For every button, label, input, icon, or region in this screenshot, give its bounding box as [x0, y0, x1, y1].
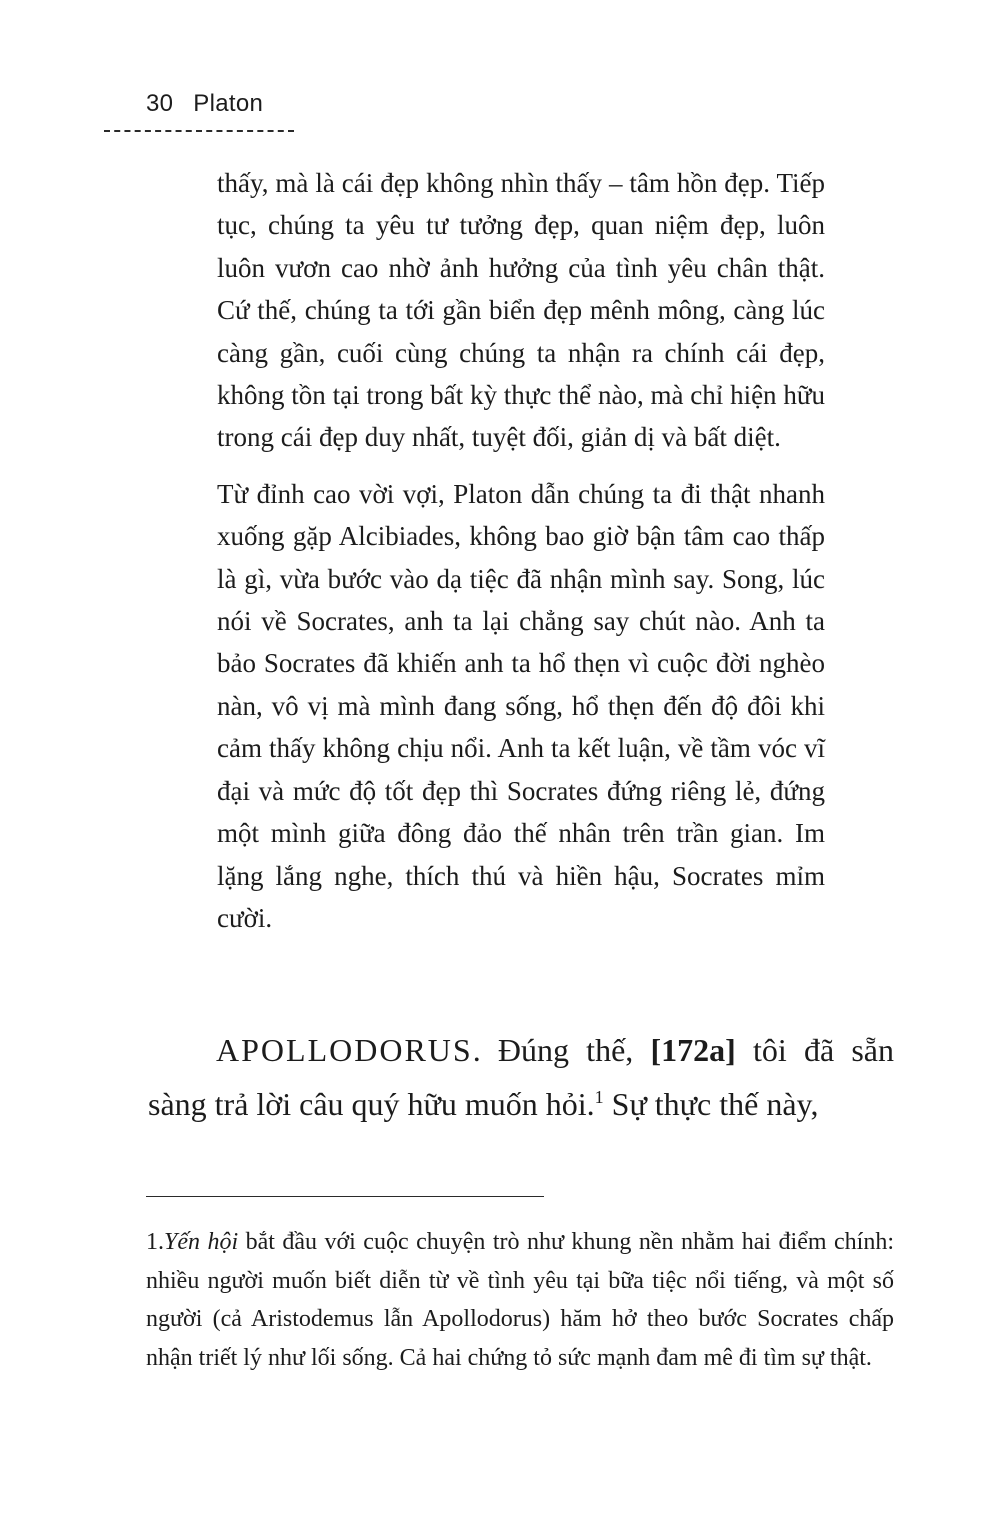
footnote-work-title: Yến hội [164, 1229, 239, 1255]
page-number: 30 [146, 90, 174, 117]
dialogue-text-start: Đúng thế, [480, 1032, 651, 1068]
introduction-text [217, 162, 825, 939]
dialogue-text-middle: tôi đã sẵn sàng trả lời câu quý hữu muốn hỏi. [148, 1032, 895, 1122]
header-divider [104, 130, 294, 132]
speaker-name: APOLLODORUS [216, 1032, 473, 1068]
footnote [146, 1223, 894, 1377]
footnote-number: 1. [146, 1229, 164, 1255]
footnote-divider [146, 1196, 544, 1197]
running-head [146, 88, 263, 120]
intro-paragraph-2: Từ đỉnh cao vời vợi, Platon dẫn chúng ta đi thật nhanh xuống gặp Alcibiades, không bao giờ bận tâm cao thấp là gì, vừa bước vào dạ tiệc đã nhận mình say. Song, lúc nói về Socrates, anh ta lại chẳng say chút nào. Anh ta bảo Socrates đã khiến anh ta hổ thẹn vì cuộc đời nghèo nàn, vô vị mà mình đang sống, hổ thẹn đến độ đôi khi cảm thấy không chịu nổi. Anh ta kết luận, về tầm vóc vĩ đại và mức độ tốt đẹp thì Socrates đứng riêng lẻ, đứng một mình giữa đông đảo thế nhân trên trần gian. Im lặng lắng nghe, thích thú và hiền hậu, Socrates mỉm cười. [217, 478, 825, 933]
speaker-punctuation: . [472, 1032, 481, 1068]
footnote-reference[interactable]: 1 [594, 1087, 604, 1107]
dialogue-text-end: Sự thực thế này, [603, 1086, 819, 1122]
intro-paragraph-1: thấy, mà là cái đẹp không nhìn thấy – tâm hồn đẹp. Tiếp tục, chúng ta yêu tư tưởng đẹp, quan niệm đẹp, luôn luôn vươn cao nhờ ảnh hưởng của tình yêu chân thật. Cứ thế, chúng ta tới gần biển đẹp mênh mông, càng lúc càng gần, cuối cùng chúng ta nhận ra chính cái đẹp, không tồn tại trong bất kỳ thực thể nào, mà chỉ hiện hữu trong cái đẹp duy nhất, tuyệt đối, giản dị và bất diệt. [217, 168, 825, 453]
footnote-text: bắt đầu với cuộc chuyện trò như khung nền nhằm hai điểm chính: nhiều người muốn biết diễn từ về tình yêu tại bữa tiệc nổi tiếng, và một số người (cả Aristodemus lẫn Apollodorus) hăm hở theo bước Socrates chấp nhận triết lý như lối sống. Cả hai chứng tỏ sức mạnh đam mê đi tìm sự thật. [146, 1229, 894, 1371]
dialogue-paragraph [148, 1023, 894, 1131]
running-title: Platon [193, 90, 264, 117]
stephanus-marker: [172a] [650, 1032, 736, 1068]
